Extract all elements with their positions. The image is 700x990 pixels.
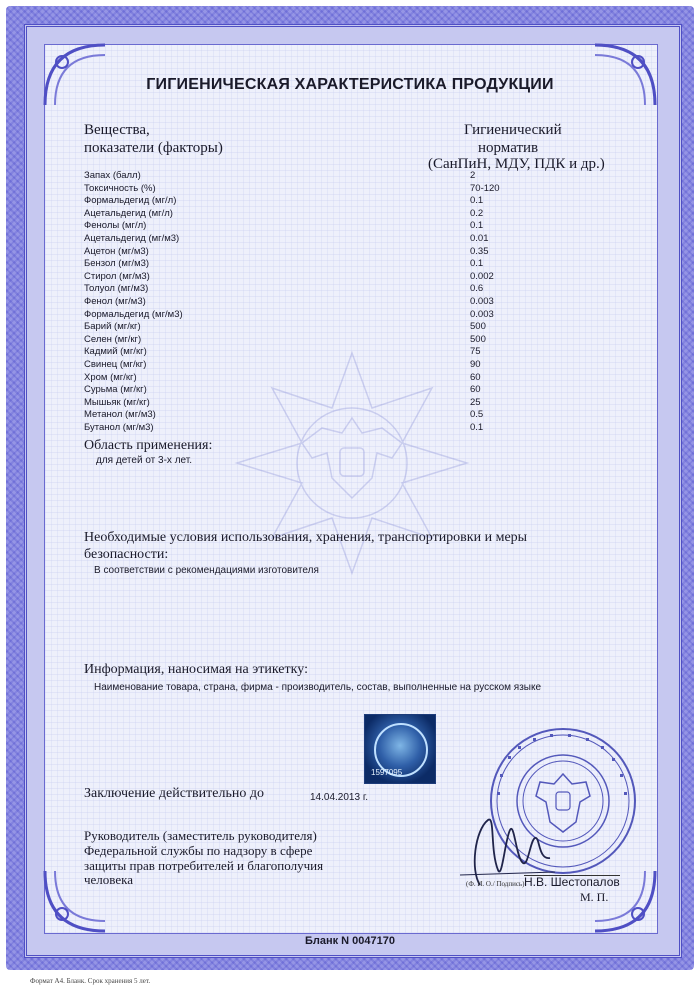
document-title: ГИГИЕНИЧЕСКАЯ ХАРАКТЕРИСТИКА ПРОДУКЦИИ — [146, 76, 554, 93]
table-row — [84, 321, 604, 334]
norm-value: 500 — [470, 333, 486, 345]
substance-name: Барий (мг/кг) — [84, 321, 141, 333]
substances-table — [84, 170, 604, 434]
substance-name: Мышьяк (мг/кг) — [84, 396, 150, 408]
norm-value: 70-120 — [470, 182, 500, 194]
table-row — [84, 346, 604, 359]
scope-label: Область применения: — [84, 438, 213, 453]
table-row — [84, 397, 604, 410]
substance-name: Формальдегид (мг/м3) — [84, 308, 183, 320]
norm-value: 0.1 — [470, 220, 484, 232]
signatory-line-3: защиты прав потребителей и благополучия — [84, 858, 324, 873]
corner-ornament-icon — [590, 40, 660, 110]
header-norm-line-1: Гигиенический — [464, 122, 562, 138]
header-substances-line-2: показатели (факторы) — [84, 140, 223, 156]
header-norm-line-3: (СанПиН, МДУ, ПДК и др.) — [428, 156, 605, 172]
substance-name: Кадмий (мг/кг) — [84, 346, 147, 358]
label-info-value: Наименование товара, страна, фирма - производитель, состав, выполненные на русском языке — [94, 682, 542, 693]
table-row — [84, 359, 604, 372]
norm-value: 2 — [470, 170, 476, 181]
label-info-label: Информация, наносимая на этикетку: — [84, 662, 308, 677]
substance-name: Бензол (мг/м3) — [84, 258, 150, 270]
table-row — [84, 372, 604, 385]
signatory-line-1: Руководитель (заместитель руководителя) — [84, 828, 317, 843]
substance-name: Свинец (мг/кг) — [84, 358, 147, 370]
substance-name: Ацетальдегид (мг/л) — [84, 207, 173, 219]
substance-name: Сурьма (мг/кг) — [84, 384, 147, 396]
corner-ornament-icon — [40, 40, 110, 110]
table-row — [84, 283, 604, 296]
table-row — [84, 220, 604, 233]
norm-value: 500 — [470, 321, 486, 333]
table-row — [84, 233, 604, 246]
table-row — [84, 409, 604, 422]
norm-value: 0.003 — [470, 295, 494, 307]
norm-value: 0.5 — [470, 409, 484, 421]
scope-value: для детей от 3-х лет. — [96, 455, 193, 466]
conditions-label-line-1: Необходимые условия использования, хранения, транспортировки и меры — [84, 530, 528, 545]
table-row — [84, 208, 604, 221]
substance-name: Формальдегид (мг/л) — [84, 195, 177, 207]
conditions-value: В соответствии с рекомендациями изготовителя — [94, 565, 319, 576]
substance-name: Хром (мг/кг) — [84, 371, 137, 383]
header-substances-line-1: Вещества, — [84, 122, 150, 138]
norm-value: 75 — [470, 346, 481, 358]
substance-name: Метанол (мг/м3) — [84, 409, 156, 421]
norm-value: 0.01 — [470, 232, 489, 244]
validity-date: 14.04.2013 г. — [310, 792, 369, 803]
substance-name: Толуол (мг/м3) — [84, 283, 149, 295]
table-row — [84, 271, 604, 284]
table-row — [84, 183, 604, 196]
signatory-name: Н.В. Шестопалов — [524, 875, 620, 889]
norm-value: 0.35 — [470, 245, 489, 257]
substance-name: Бутанол (мг/м3) — [84, 421, 154, 433]
table-row — [84, 422, 604, 435]
table-row — [84, 334, 604, 347]
substance-name: Токсичность (%) — [84, 182, 156, 194]
norm-value: 0.1 — [470, 195, 484, 207]
validity-label: Заключение действительно до — [84, 786, 264, 801]
substance-name: Фенолы (мг/л) — [84, 220, 147, 232]
table-row — [84, 170, 604, 183]
norm-value: 0.003 — [470, 308, 494, 320]
conditions-label-line-2: безопасности: — [84, 547, 169, 562]
table-row — [84, 384, 604, 397]
norm-value: 0.1 — [470, 258, 484, 270]
hologram-sticker — [364, 714, 436, 784]
table-row — [84, 246, 604, 259]
signatory-line-4: человека — [84, 872, 134, 887]
norm-value: 0.6 — [470, 283, 484, 295]
substance-name: Ацетальдегид (мг/м3) — [84, 232, 180, 244]
table-row — [84, 258, 604, 271]
norm-value: 90 — [470, 358, 481, 370]
table-row — [84, 309, 604, 322]
signatory-line-2: Федеральной службы по надзору в сфере — [84, 843, 313, 858]
substance-name: Фенол (мг/м3) — [84, 295, 146, 307]
header-norm-line-2: норматив — [478, 140, 539, 156]
hologram-number: 1597095 — [371, 768, 403, 777]
norm-value: 25 — [470, 396, 481, 408]
mp-label: М. П. — [580, 890, 609, 904]
substance-name: Стирол (мг/м3) — [84, 270, 150, 282]
blank-number: Бланк N 0047170 — [304, 935, 396, 947]
table-row — [84, 296, 604, 309]
substance-name: Запах (балл) — [84, 170, 141, 181]
norm-value: 0.2 — [470, 207, 484, 219]
norm-value: 60 — [470, 384, 481, 396]
substance-name: Селен (мг/кг) — [84, 333, 142, 345]
footer-note: Формат А4. Бланк. Срок хранения 5 лет. — [30, 977, 151, 985]
fio-caption: (Ф. И. О./ Подпись) — [466, 880, 525, 888]
norm-value: 60 — [470, 371, 481, 383]
norm-value: 0.002 — [470, 270, 494, 282]
substance-name: Ацетон (мг/м3) — [84, 245, 149, 257]
table-row — [84, 195, 604, 208]
norm-value: 0.1 — [470, 421, 484, 433]
